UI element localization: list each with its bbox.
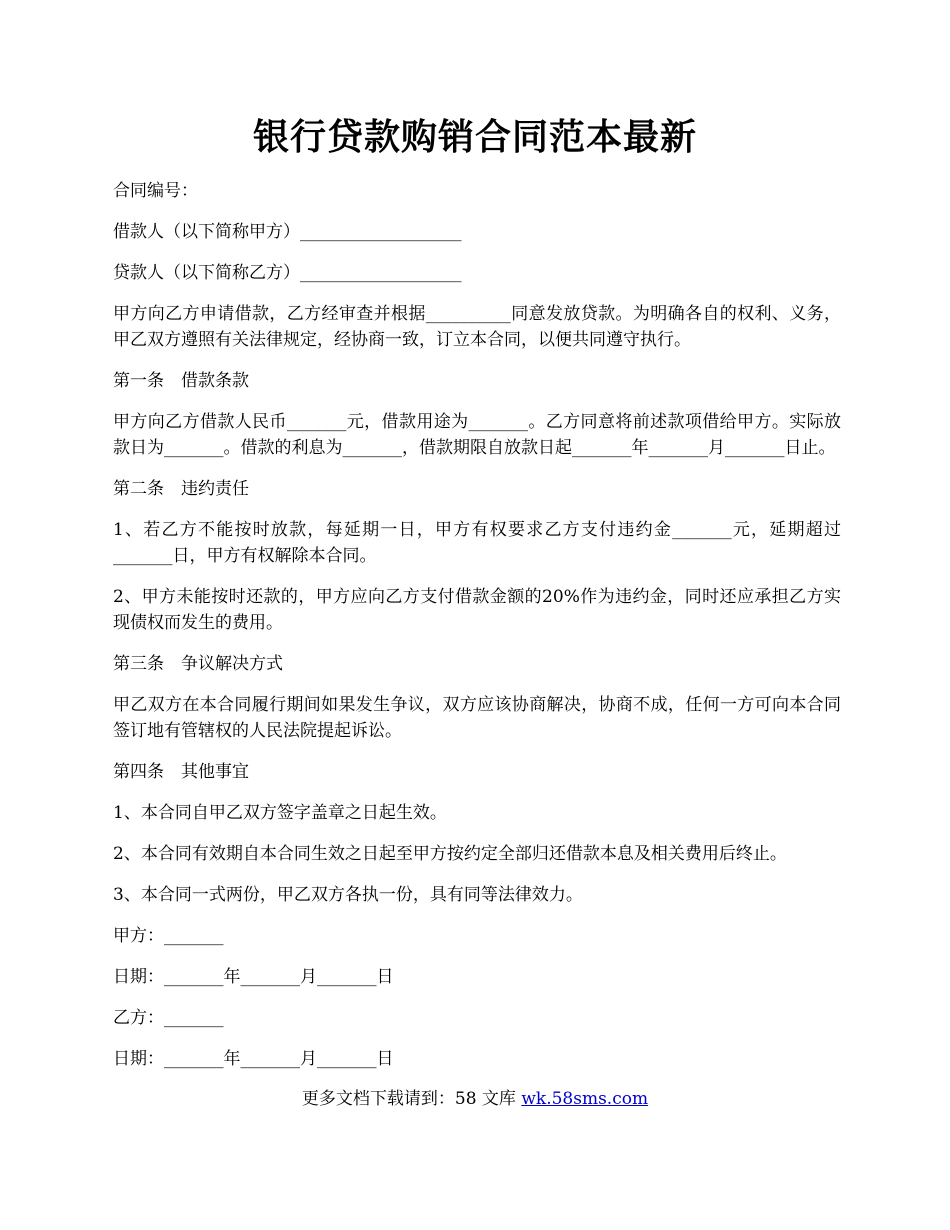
article-3-heading: 第三条 争议解决方式 [113,654,283,674]
footer-text: 更多文档下载请到：58 文库 [301,1089,522,1109]
party-b-signature-line: 乙方：_______ [113,1008,224,1028]
lender-line: 贷款人（以下简称乙方）___________________ [113,263,462,283]
article-1-text: 甲方向乙方借款人民币_______元，借款用途为_______。乙方同意将前述款项借给甲方。实际放款日为_______。借款的利息为_______，借款期限自放款日起_______年_______月_______日止。 [113,412,841,458]
article-2-clause-1: 1、若乙方不能按时放款，每延期一日，甲方有权要求乙方支付违约金_______元，延期超过_______日，甲方有权解除本合同。 [113,520,841,566]
article-2-heading: 第二条 违约责任 [113,479,249,499]
borrower-line: 借款人（以下简称甲方）___________________ [113,222,462,242]
article-2-clause-2: 2、甲方未能按时还款的，甲方应向乙方支付借款金额的20%作为违约金，同时还应承担乙方实现债权而发生的费用。 [113,587,841,633]
contract-body [113,178,841,1087]
article-4-heading: 第四条 其他事宜 [113,762,249,782]
page-footer [0,1086,950,1112]
footer-link[interactable]: wk.58sms.com [521,1089,649,1109]
party-a-signature-line: 甲方：_______ [113,926,224,946]
article-1-heading: 第一条 借款条款 [113,371,249,391]
article-4-clause-3: 3、本合同一式两份，甲乙双方各执一份，具有同等法律效力。 [113,885,583,905]
article-4-clause-1: 1、本合同自甲乙双方签字盖章之日起生效。 [113,803,447,823]
party-b-date-line: 日期：_______年_______月_______日 [113,1049,394,1069]
document-title: 银行贷款购销合同范本最新 [252,116,697,158]
preamble-paragraph: 甲方向乙方申请借款，乙方经审查并根据__________同意发放贷款。为明确各自的权利、义务，甲乙双方遵照有关法律规定，经协商一致，订立本合同，以便共同遵守执行。 [113,304,841,350]
party-a-date-line: 日期：_______年_______月_______日 [113,967,394,987]
article-3-text: 甲乙双方在本合同履行期间如果发生争议，双方应该协商解决，协商不成，任何一方可向本合同签订地有管辖权的人民法院提起诉讼。 [113,695,841,741]
contract-number-line: 合同编号： [113,181,198,201]
article-4-clause-2: 2、本合同有效期自本合同生效之日起至甲方按约定全部归还借款本息及相关费用后终止。 [113,844,787,864]
